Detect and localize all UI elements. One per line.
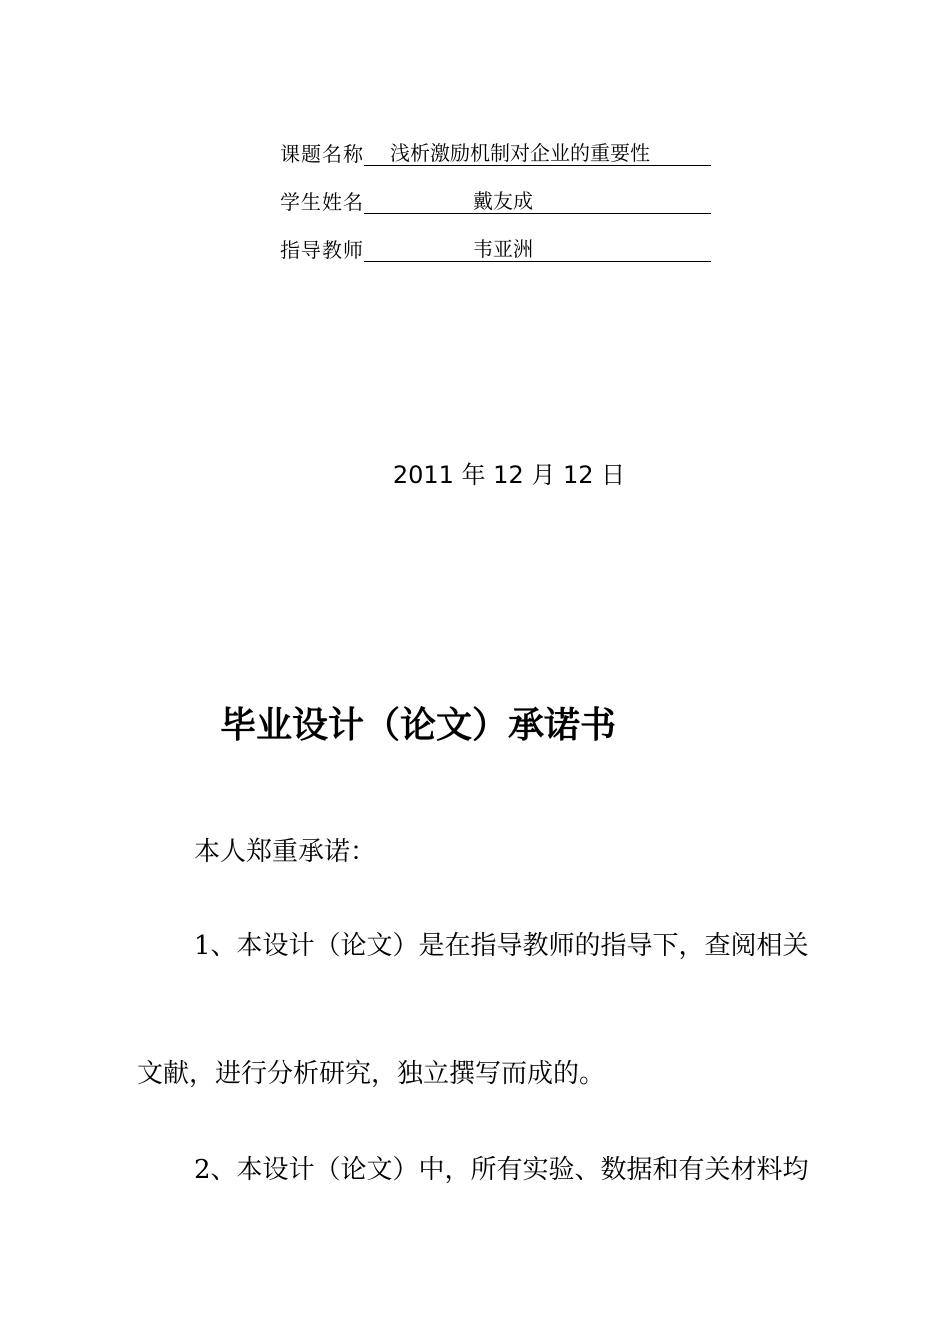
pledge-item-2-line-1: 2、本设计（论文）中，所有实验、数据和有关材料均 [194, 1155, 809, 1185]
advisor-field-row [280, 232, 711, 262]
pledge-item-1-line-1: 1、本设计（论文）是在指导教师的指导下，查阅相关 [194, 931, 809, 961]
advisor-value: 韦亚洲 [364, 237, 711, 262]
student-field-row [280, 184, 711, 214]
pledge-item-1-line-2: 文献，进行分析研究，独立撰写而成的。 [137, 1059, 606, 1089]
pledge-intro: 本人郑重承诺： [194, 837, 377, 867]
title-field-row [280, 136, 711, 166]
student-label: 学生姓名 [280, 190, 364, 214]
title-label: 课题名称 [280, 142, 364, 166]
title-value: 浅析激励机制对企业的重要性 [364, 141, 711, 166]
student-value: 戴友成 [364, 189, 711, 214]
pledge-heading: 毕业设计（论文）承诺书 [220, 705, 617, 746]
advisor-label: 指导教师 [280, 238, 364, 262]
cover-date: 2011 年 12 月 12 日 [392, 461, 626, 489]
